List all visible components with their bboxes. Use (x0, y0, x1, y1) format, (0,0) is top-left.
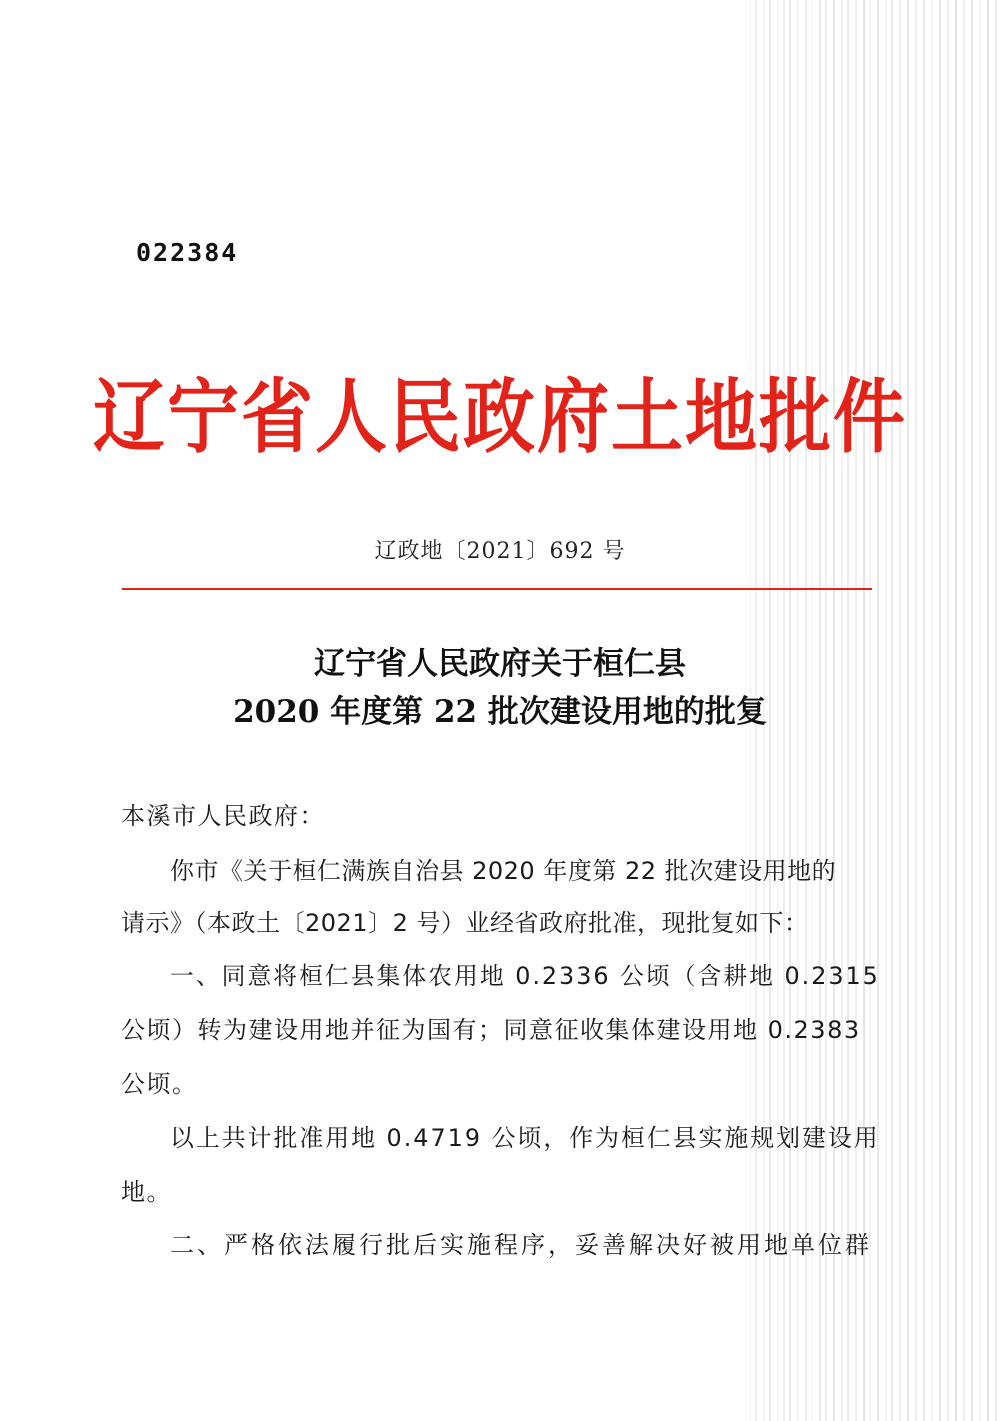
document-number: 辽政地〔2021〕692 号 (374, 539, 626, 564)
paragraph-1-line-2: 请示》（本政土〔2021〕2 号）业经省政府批准，现批复如下： (121, 909, 809, 937)
document-title-line-1: 辽宁省人民政府关于桓仁县 (314, 646, 686, 682)
addressee: 本溪市人民政府： (121, 802, 325, 830)
paragraph-2-line-2: 公顷）转为建设用地并征为国有；同意征收集体建设用地 0.2383 (121, 1016, 861, 1044)
document-title-line-2: 2020 年度第 22 批次建设用地的批复 (233, 694, 767, 730)
paragraph-2-line-1: 一、同意将桓仁县集体农用地 0.2336 公顷（含耕地 0.2315 (170, 962, 880, 990)
paragraph-3-line-1: 以上共计批准用地 0.4719 公顷，作为桓仁县实施规划建设用 (170, 1124, 880, 1152)
masthead-title: 辽宁省人民政府土地批件 (92, 369, 907, 464)
red-divider-rule (122, 588, 872, 590)
paragraph-2-line-3: 公顷。 (121, 1070, 198, 1098)
paragraph-4-line-1: 二、严格依法履行批后实施程序，妥善解决好被用地单位群 (170, 1231, 872, 1259)
serial-number: 022384 (136, 238, 239, 267)
paragraph-3-line-2: 地。 (121, 1178, 172, 1206)
paragraph-1-line-1: 你市《关于桓仁满族自治县 2020 年度第 22 批次建设用地的 (170, 857, 837, 885)
